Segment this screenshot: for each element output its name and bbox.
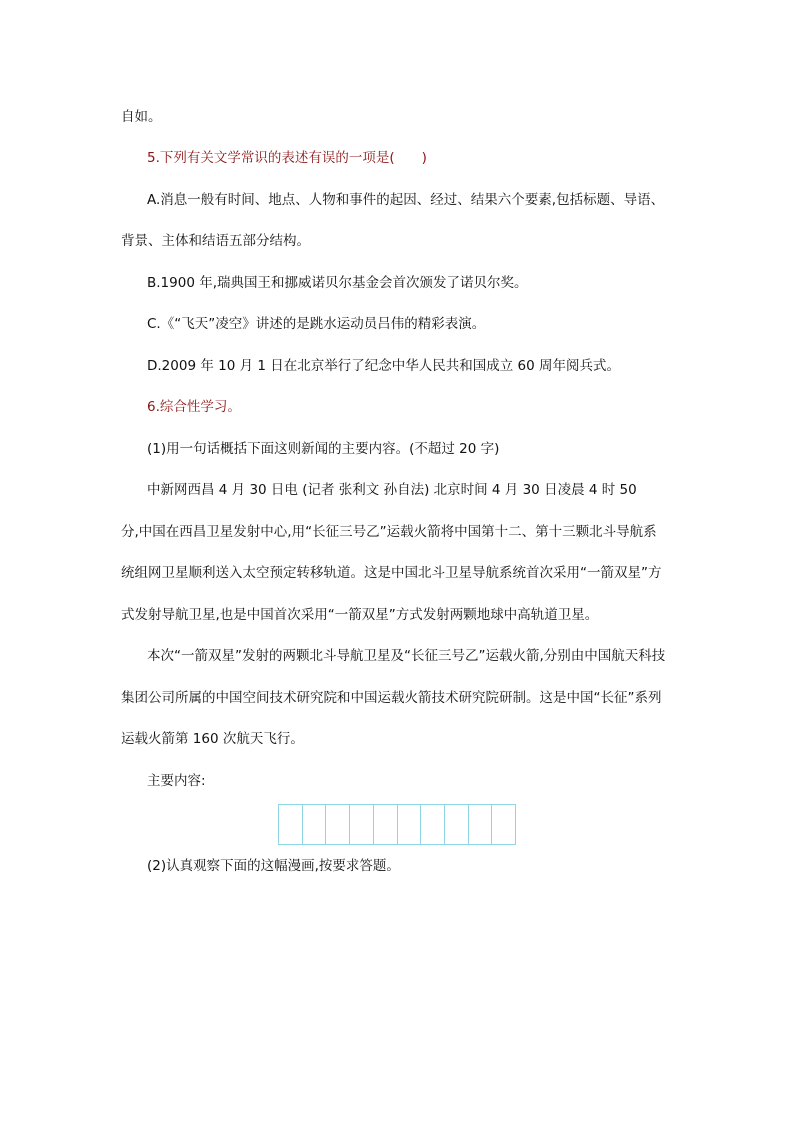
news-line-4: 式发射导航卫星,也是中国首次采用“一箭双星”方式发射两颗地球中高轨道卫星。: [121, 607, 599, 623]
news-line-7: 运载火箭第 160 次航天飞行。: [121, 731, 304, 747]
news-line-6: 集团公司所属的中国空间技术研究院和中国运载火箭技术研究院研制。这是中国“长征”系列: [121, 690, 662, 706]
news-line-5: 本次“一箭双星”发射的两颗北斗导航卫星及“长征三号乙”运载火箭,分别由中国航天科技: [147, 648, 666, 664]
option-a-line2: 背景、主体和结语五部分结构。: [121, 233, 310, 249]
answer-cell[interactable]: [374, 805, 398, 844]
answer-cell[interactable]: [279, 805, 303, 844]
main-content-label: 主要内容:: [147, 773, 206, 789]
news-line-1: 中新网西昌 4 月 30 日电 (记者 张利文 孙自法) 北京时间 4 月 30 日凌晨 4 时 50: [147, 482, 637, 498]
question-6-part-2: (2)认真观察下面的这幅漫画,按要求答题。: [147, 858, 400, 874]
answer-cell[interactable]: [469, 805, 493, 844]
answer-cell[interactable]: [350, 805, 374, 844]
answer-cell[interactable]: [445, 805, 469, 844]
news-line-2: 分,中国在西昌卫星发射中心,用“长征三号乙”运载火箭将中国第十二、第十三颗北斗导航系: [121, 524, 657, 540]
option-d: D.2009 年 10 月 1 日在北京举行了纪念中华人民共和国成立 60 周年阅兵式。: [147, 358, 621, 374]
continued-text: 自如。: [121, 109, 162, 125]
answer-cell[interactable]: [303, 805, 327, 844]
question-5: 5.下列有关文学常识的表述有误的一项是( ): [147, 150, 427, 166]
option-b: B.1900 年,瑞典国王和挪威诺贝尔基金会首次颁发了诺贝尔奖。: [147, 275, 528, 291]
answer-cell[interactable]: [421, 805, 445, 844]
answer-cell[interactable]: [492, 805, 515, 844]
option-a-line1: A.消息一般有时间、地点、人物和事件的起因、经过、结果六个要素,包括标题、导语、: [147, 192, 665, 208]
news-line-3: 统组网卫星顺利送入太空预定转移轨道。这是中国北斗卫星导航系统首次采用“一箭双星”方: [121, 565, 662, 581]
question-6-part-1: (1)用一句话概括下面这则新闻的主要内容。(不超过 20 字): [147, 441, 500, 457]
answer-grid: [278, 804, 516, 845]
answer-cell[interactable]: [398, 805, 422, 844]
question-6: 6.综合性学习。: [147, 399, 241, 415]
answer-cell[interactable]: [326, 805, 350, 844]
option-c: C.《“飞天”凌空》讲述的是跳水运动员吕伟的精彩表演。: [147, 316, 486, 332]
